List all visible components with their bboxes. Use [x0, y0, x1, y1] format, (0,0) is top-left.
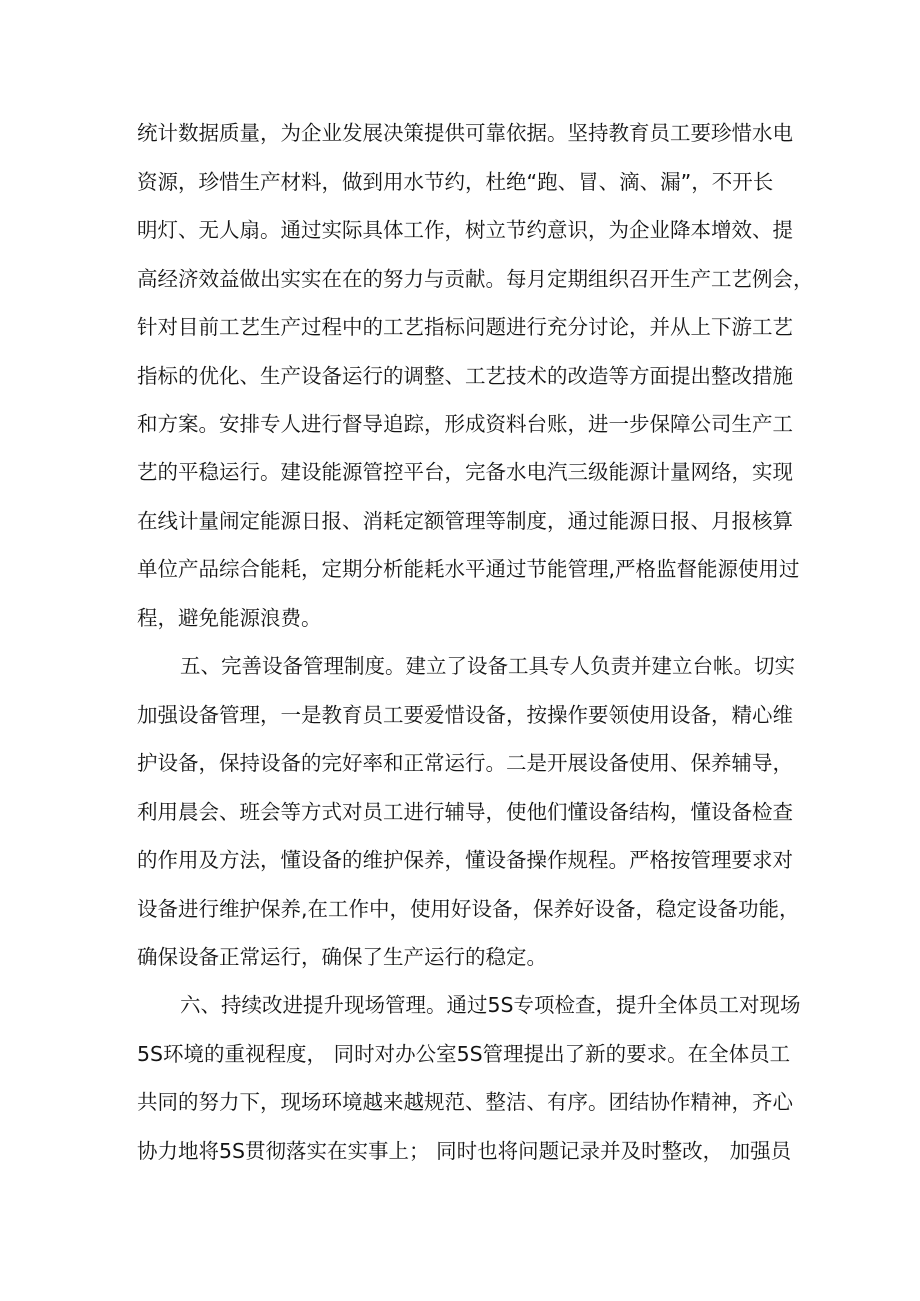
text-line: 统计数据质量，为企业发展决策提供可靠依据。坚持教育员工要珍惜水电 — [137, 121, 793, 145]
text-line: 加强设备管理，一是教育员工要爱惜设备，按操作要领使用设备，精心维 — [137, 703, 793, 727]
text-line: 和方案。安排专人进行督导追踪，形成资料台账，进一步保障公司生产工 — [137, 412, 793, 436]
text-line: 确保设备正常运行，确保了生产运行的稳定。 — [137, 945, 547, 969]
text-line: 共同的努力下，现场环境越来越规范、整洁、有序。团结协作精神，齐心 — [137, 1090, 793, 1114]
text-line: 针对目前工艺生产过程中的工艺指标问题进行充分讨论，并从上下游工艺 — [137, 315, 793, 339]
text-line: 的作用及方法，懂设备的维护保养，懂设备操作规程。严格按管理要求对 — [137, 848, 793, 872]
text-line: 在线计量闹定能源日报、消耗定额管理等制度，通过能源日报、月报核算 — [137, 509, 793, 533]
text-line: 艺的平稳运行。建设能源管控平台，完备水电汽三级能源计量网络，实现 — [137, 460, 793, 484]
text-line: 5S环境的重视程度， 同时对办公室5S管理提出了新的要求。在全体员工 — [137, 1042, 791, 1066]
text-line: 资源，珍惜生产材料，做到用水节约，杜绝“跑、冒、滴、漏”，不开长 — [137, 170, 774, 194]
text-line: 护设备，保持设备的完好率和正常运行。二是开展设备使用、保养辅导， — [137, 751, 793, 775]
section-heading-line: 五、完善设备管理制度。建立了设备工具专人负责并建立台帐。切实 — [180, 654, 795, 678]
text-line: 程，避免能源浪费。 — [137, 606, 322, 630]
text-line: 协力地将5S贯彻落实在实事上； 同时也将问题记录并及时整改， 加强员 — [137, 1139, 792, 1163]
text-line: 明灯、无人扇。通过实际具体工作，树立节约意识，为企业降本增效、提 — [137, 218, 793, 242]
text-line: 高经济效益做出实实在在的努力与贡献。每月定期组织召开生产工艺例会， — [137, 267, 814, 291]
text-line: 单位产品综合能耗，定期分析能耗水平通过节能管理,严格监督能源使用过 — [137, 557, 800, 581]
text-line: 设备进行维护保养,在工作中，使用好设备，保养好设备，稳定设备功能， — [137, 897, 800, 921]
text-line: 利用晨会、班会等方式对员工进行辅导，使他们懂设备结构，懂设备检查 — [137, 800, 793, 824]
text-line: 指标的优化、生产设备运行的调整、工艺技术的改造等方面提出整改措施 — [137, 364, 793, 388]
section-heading-line: 六、持续改进提升现场管理。通过5S专项检查，提升全体员工对现场 — [180, 993, 801, 1017]
